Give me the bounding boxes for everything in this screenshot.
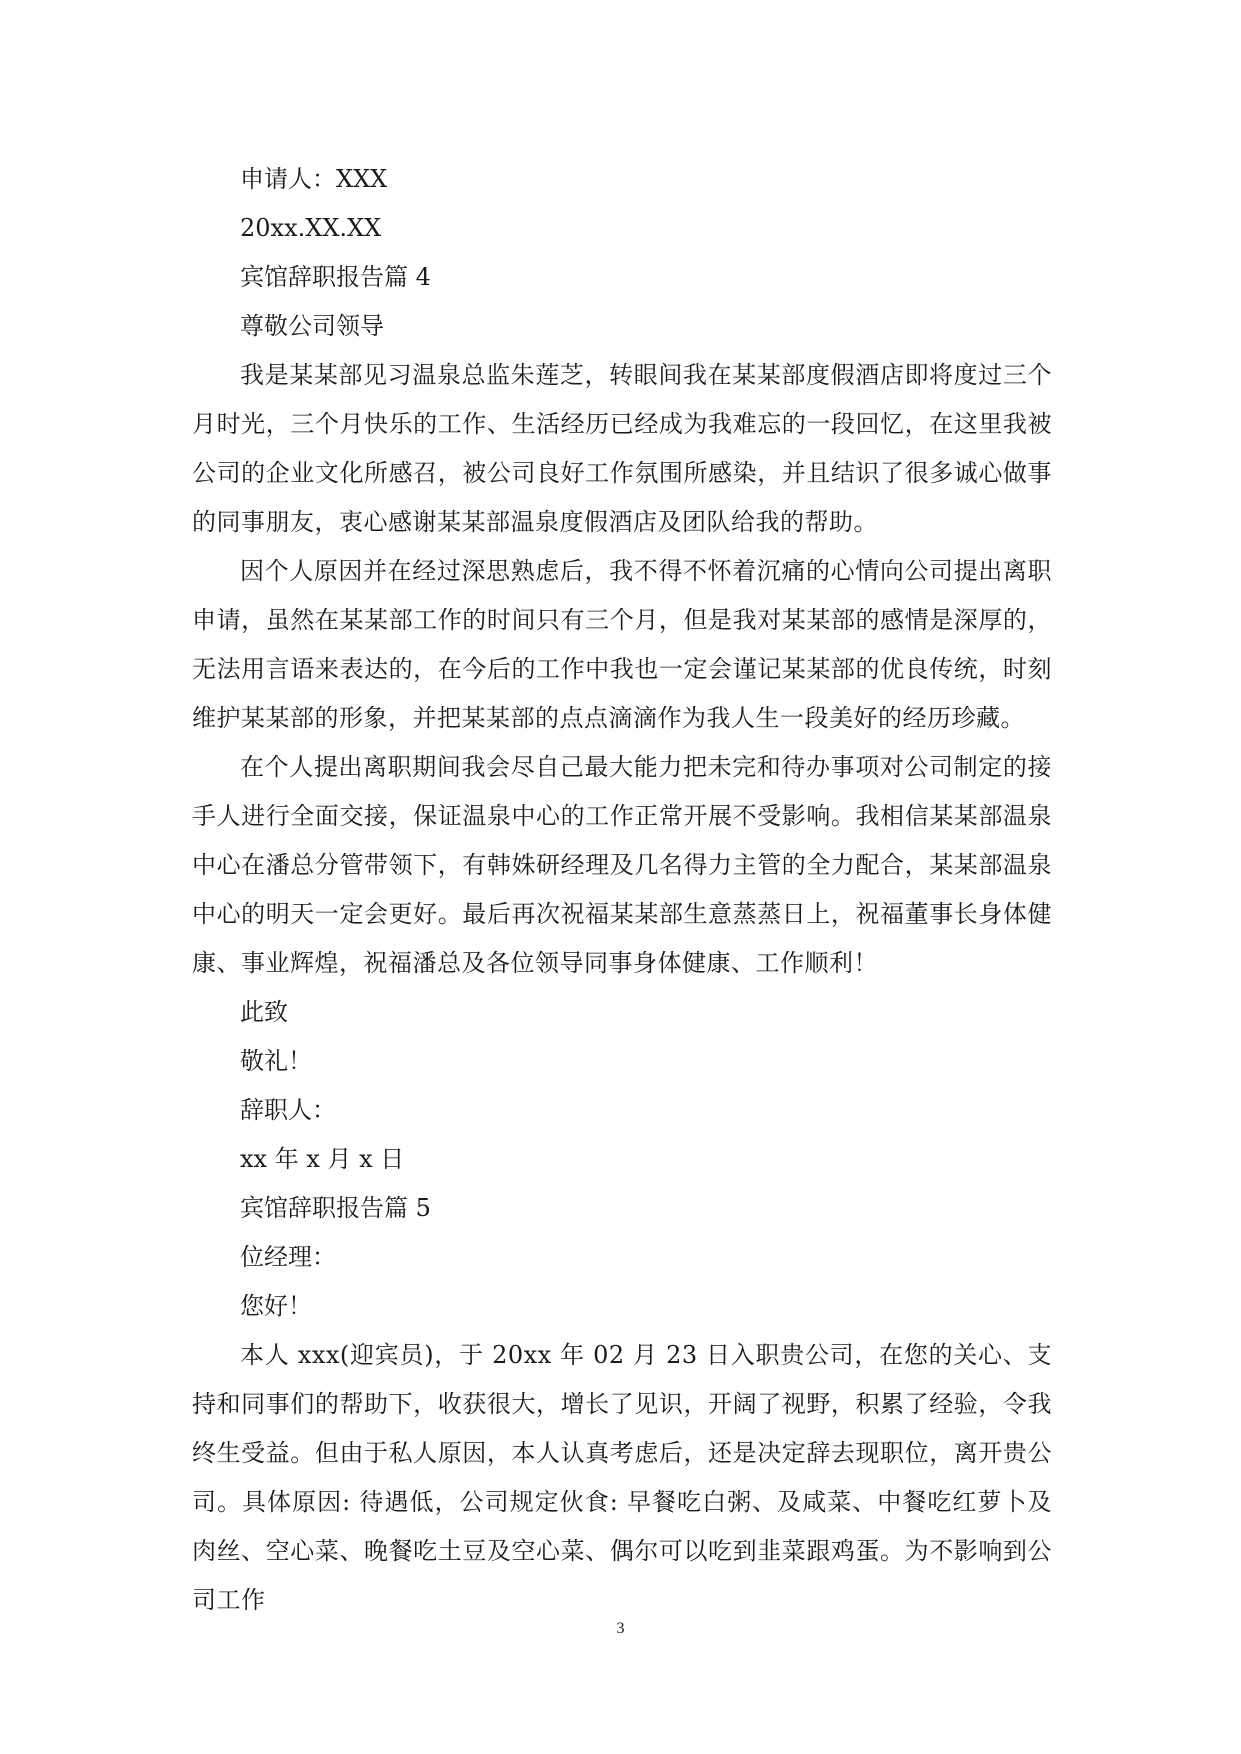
document-body: [192, 155, 1052, 1625]
paragraph: 在个人提出离职期间我会尽自己最大能力把未完和待办事项对公司制定的接手人进行全面交接，保证温泉中心的工作正常开展不受影响。我相信某某部温泉中心在潘总分管带领下，有韩姝研经理及几名得力主管的全力配合，某某部温泉中心的明天一定会更好。最后再次祝福某某部生意蒸蒸日上，祝福董事长身体健康、事业辉煌，祝福潘总及各位领导同事身体健康、工作顺利！: [192, 753, 1052, 977]
closing-ci-zhi: 此致: [240, 998, 288, 1026]
paragraph: 本人 xxx(迎宾员)，于 20xx 年 02 月 23 日入职贵公司，在您的关心、支持和同事们的帮助下，收获很大，增长了见识，开阔了视野，积累了经验，令我终生受益。但由于私人原因，本人认真考虑后，还是决定辞去现职位，离开贵公司。具体原因: 待遇低，公司规定伙食: 早餐吃白粥、及咸菜、中餐吃红萝卜及肉丝、空心菜、晚餐吃土豆及空心菜、偶尔可以吃到韭菜跟鸡蛋。为不影响到公司工作: [192, 1341, 1052, 1614]
applicant-line: 申请人：XXX: [240, 165, 388, 193]
salutation-4: 尊敬公司领导: [240, 312, 384, 340]
resignation-date: xx 年 x 月 x 日: [240, 1145, 405, 1173]
paragraph: 因个人原因并在经过深思熟虑后，我不得不怀着沉痛的心情向公司提出离职申请，虽然在某某部工作的时间只有三个月，但是我对某某部的感情是深厚的，无法用言语来表达的，在今后的工作中我也一定会谨记某某部的优良传统，时刻维护某某部的形象，并把某某部的点点滴滴作为我人生一段美好的经历珍藏。: [192, 557, 1052, 732]
page-number: 3: [616, 1620, 625, 1637]
resigner-label: 辞职人：: [240, 1096, 336, 1124]
section-title-4: 宾馆辞职报告篇 4: [240, 263, 431, 291]
greeting-5: 您好！: [240, 1292, 312, 1320]
date-line: 20xx.XX.XX: [240, 214, 382, 242]
salutation-5: 位经理：: [240, 1243, 336, 1271]
section-title-5: 宾馆辞职报告篇 5: [240, 1194, 431, 1222]
paragraph: 我是某某部见习温泉总监朱莲芝，转眼间我在某某部度假酒店即将度过三个月时光，三个月快乐的工作、生活经历已经成为我难忘的一段回忆，在这里我被公司的企业文化所感召，被公司良好工作氛围所感染，并且结识了很多诚心做事的同事朋友，衷心感谢某某部温泉度假酒店及团队给我的帮助。: [192, 361, 1052, 536]
closing-jing-li: 敬礼！: [240, 1047, 312, 1075]
